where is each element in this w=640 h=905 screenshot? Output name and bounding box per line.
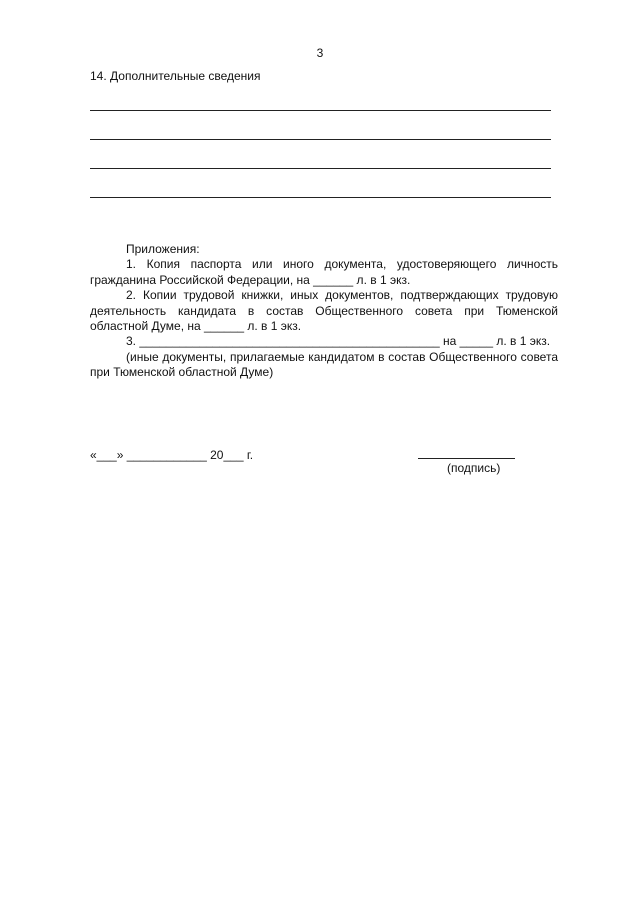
attachments-block [90, 242, 558, 381]
signature-caption: (подпись) [447, 461, 501, 475]
fill-line [90, 110, 551, 111]
fill-line [90, 168, 551, 169]
attachment-item-1: 1. Копия паспорта или иного документа, удостоверяющего личность гражданина Российской Федерации, на ______ л. в 1 экз. [90, 257, 558, 287]
attachment-item-3: 3. _____________________________________________ на _____ л. в 1 экз. [126, 334, 551, 349]
attachments-note: (иные документы, прилагаемые кандидатом в состав Общественного совета при Тюменской областной Думе) [90, 349, 558, 380]
attachments-heading: Приложения: [126, 242, 200, 256]
fill-line [90, 197, 551, 198]
signature-line [418, 458, 515, 459]
attachment-item-2: 2. Копии трудовой книжки, иных документов, подтверждающих трудовую деятельность кандидата в состав Общественного совета при Тюменской областной Думе, на ______ л. в 1 экз. [90, 288, 558, 334]
signature-date: «___» ____________ 20___ г. [90, 448, 254, 462]
page-number: 3 [316, 46, 324, 60]
fill-line [90, 139, 551, 140]
section-title: 14. Дополнительные сведения [90, 69, 261, 83]
